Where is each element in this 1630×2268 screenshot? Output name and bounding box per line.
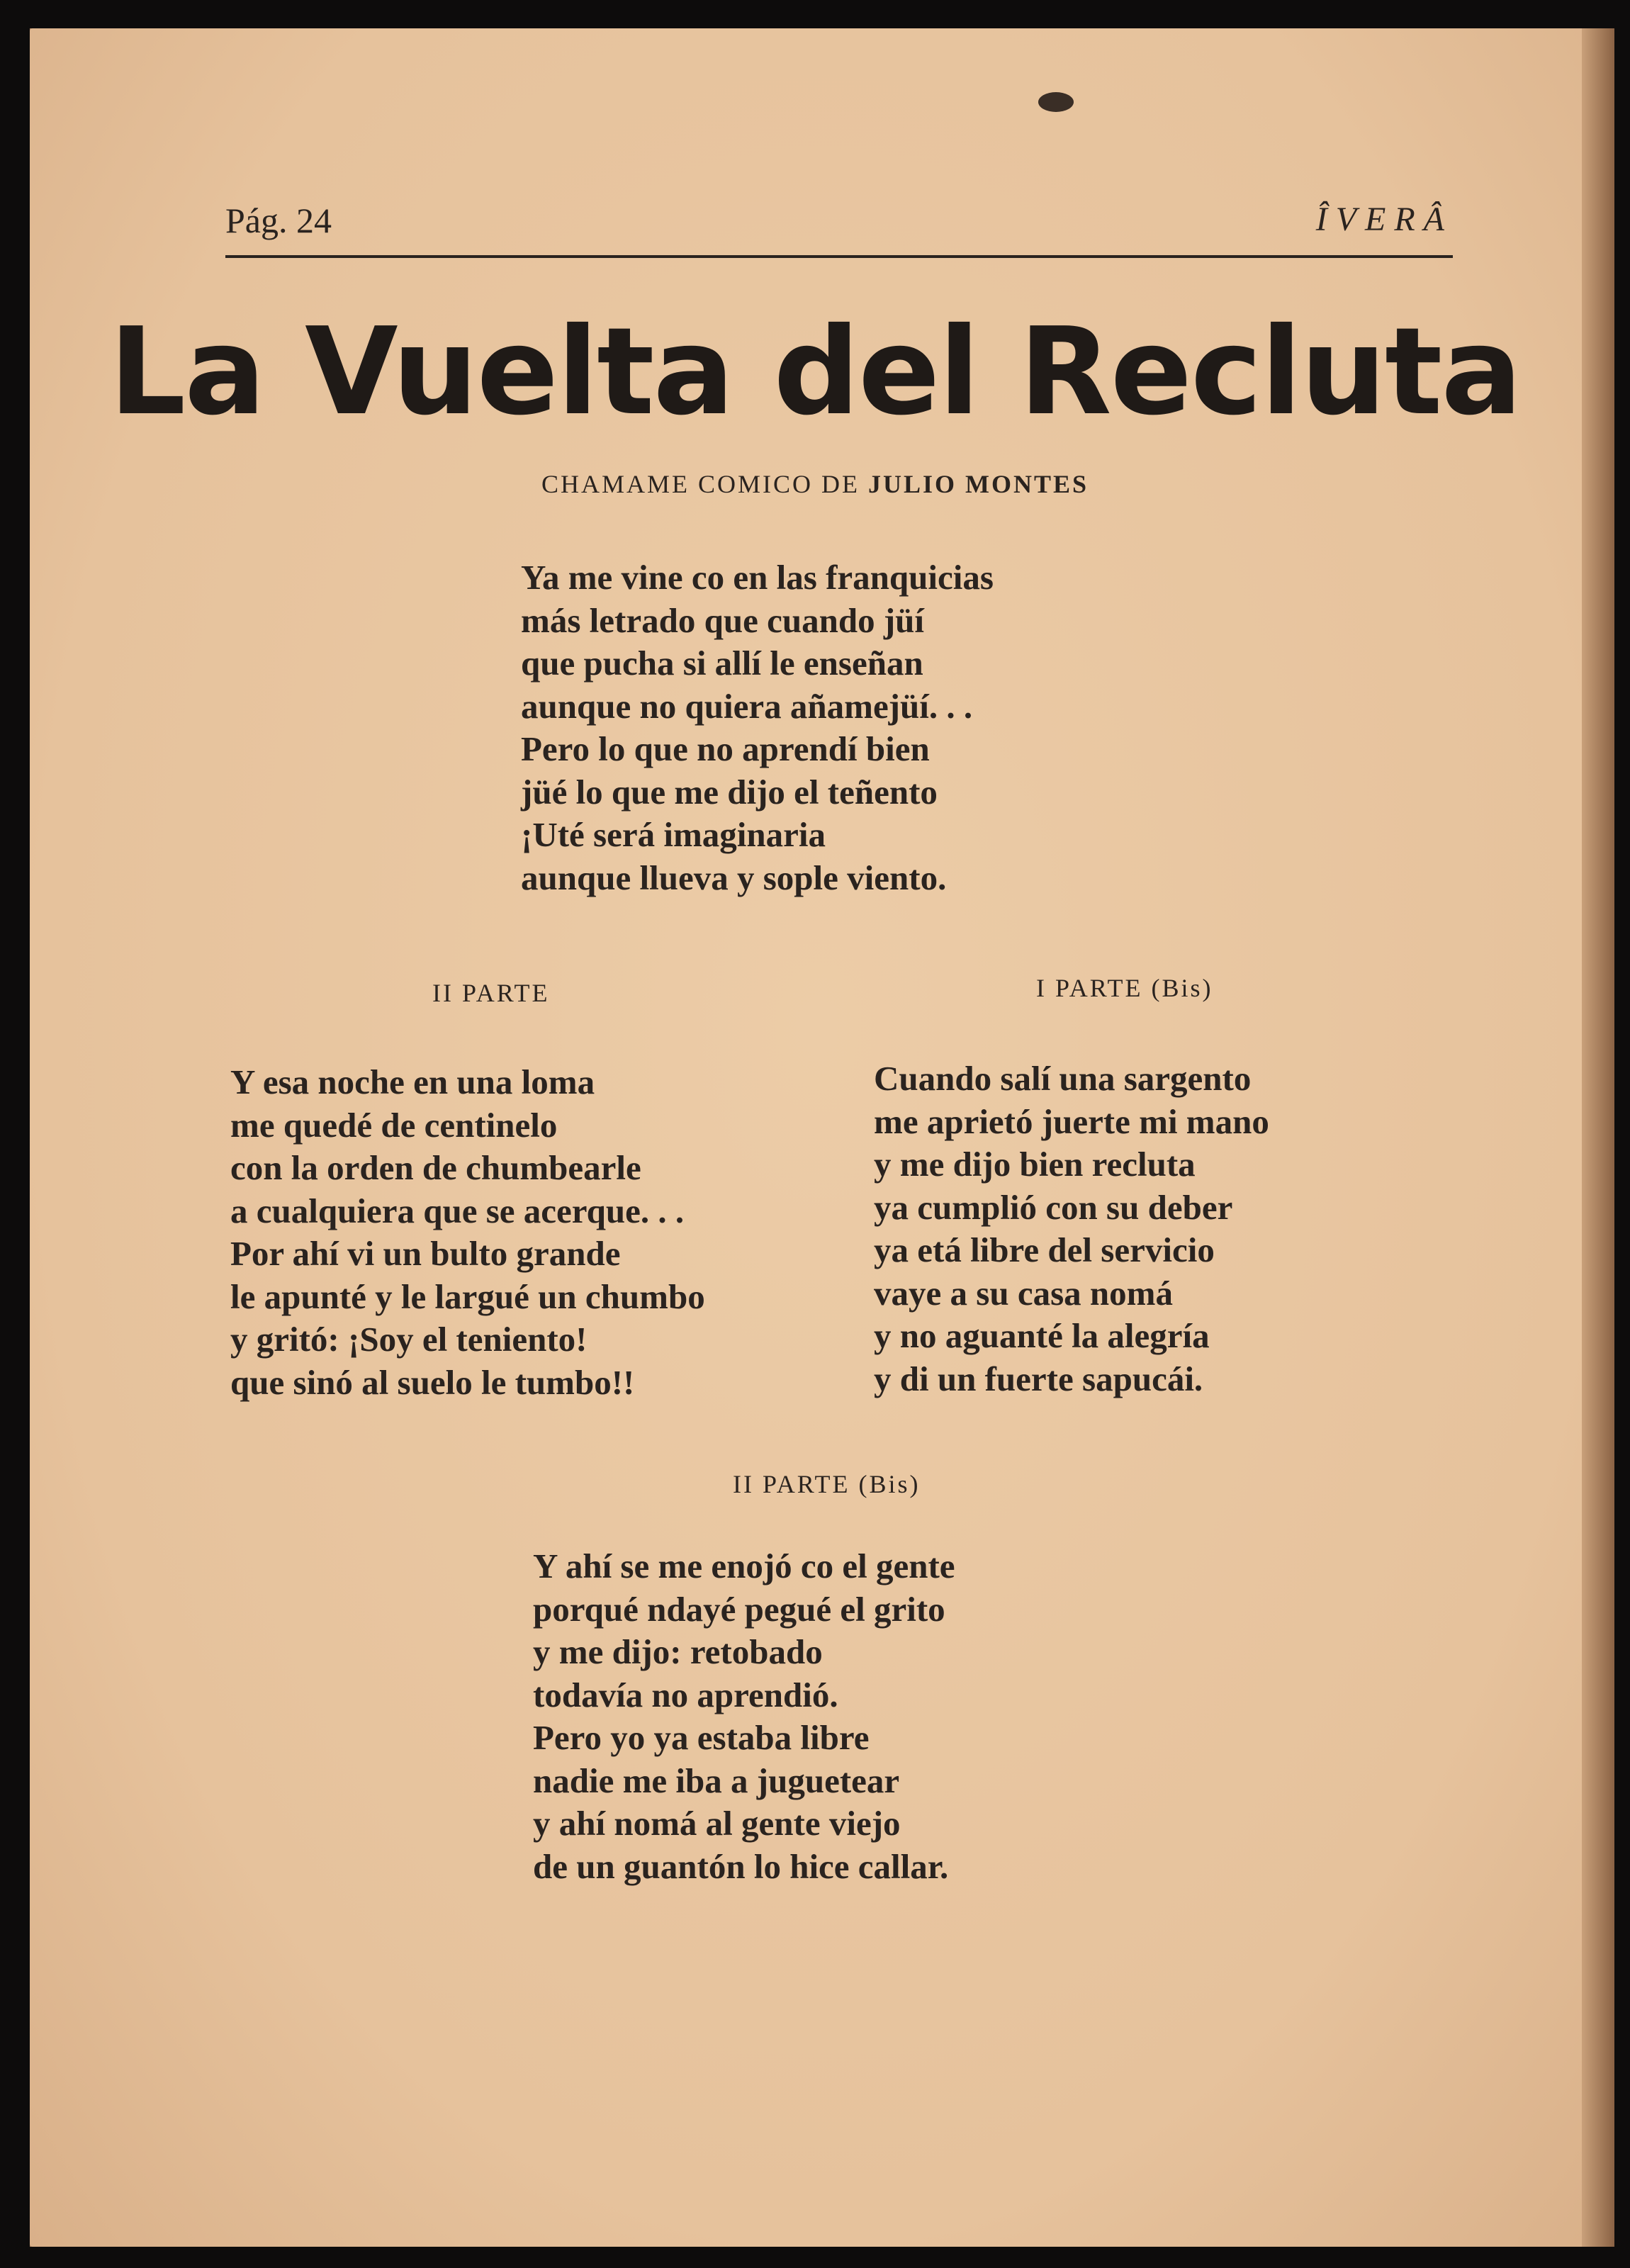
stanza-i-parte-bis xyxy=(874,1057,1269,1400)
verse-line: de un guantón lo hice callar. xyxy=(533,1846,949,1886)
verse-line: y ahí nomá al gente viejo xyxy=(533,1804,901,1843)
stanza-ii-parte-bis xyxy=(533,1545,955,1888)
verse-line: y no aguanté la alegría xyxy=(874,1316,1210,1355)
verse-line: a cualquiera que se acerque. . . xyxy=(230,1191,685,1230)
verse-line: nadie me iba a juguetear xyxy=(533,1761,900,1800)
verse-line: le apunté y le largué un chumbo xyxy=(230,1276,705,1316)
verse-line: y me dijo bien recluta xyxy=(874,1145,1196,1184)
verse-line: ya etá libre del servicio xyxy=(874,1230,1215,1269)
verse-line: Y ahí se me enojó co el gente xyxy=(533,1546,955,1585)
stanza-intro xyxy=(521,556,994,899)
verse-line: Pero lo que no aprendí bien xyxy=(521,729,930,768)
verse-line: aunque no quiera añamejüí. . . xyxy=(521,686,973,726)
subtitle-prefix: CHAMAME COMICO DE xyxy=(541,470,860,498)
section-heading-ii-parte: II PARTE xyxy=(432,979,550,1007)
verse-line: me quedé de centinelo xyxy=(230,1105,558,1145)
verse-line: y di un fuerte sapucái. xyxy=(874,1359,1203,1398)
verse-line: porqué ndayé pegué el grito xyxy=(533,1589,945,1629)
header-rule xyxy=(225,255,1453,258)
verse-line: Cuando salí una sargento xyxy=(874,1059,1252,1098)
verse-line: vaye a su casa nomá xyxy=(874,1273,1173,1313)
article-subtitle xyxy=(0,469,1630,499)
verse-line: aunque llueva y sople viento. xyxy=(521,858,947,897)
verse-line: me aprietó juerte mi mano xyxy=(874,1101,1269,1141)
verse-line: ya cumplió con su deber xyxy=(874,1187,1233,1227)
magazine-name: ÎVERÂ xyxy=(1315,201,1453,238)
ink-ornament xyxy=(1038,92,1074,112)
verse-line: Pero yo ya estaba libre xyxy=(533,1718,870,1757)
verse-line: que sinó al suelo le tumbo!! xyxy=(230,1362,635,1402)
section-heading-ii-parte-bis: II PARTE (Bis) xyxy=(733,1470,921,1498)
verse-line: Por ahí vi un bulto grande xyxy=(230,1234,621,1273)
page-number: Pág. 24 xyxy=(225,201,332,240)
verse-line: más letrado que cuando jüí xyxy=(521,600,925,640)
verse-line: que pucha si allí le enseñan xyxy=(521,644,923,683)
verse-line: y gritó: ¡Soy el teniento! xyxy=(230,1320,588,1359)
article-title: La Vuelta del Recluta xyxy=(108,302,1522,442)
verse-line: ¡Uté será imaginaria xyxy=(521,815,826,854)
verse-line: con la orden de chumbearle xyxy=(230,1148,641,1187)
author-name: JULIO MONTES xyxy=(867,470,1089,498)
section-heading-i-parte-bis: I PARTE (Bis) xyxy=(1036,974,1213,1002)
verse-line: Y esa noche en una loma xyxy=(230,1062,595,1101)
stanza-ii-parte xyxy=(230,1061,705,1404)
verse-line: y me dijo: retobado xyxy=(533,1632,823,1671)
verse-line: jüé lo que me dijo el teñento xyxy=(521,772,938,812)
verse-line: todavía no aprendió. xyxy=(533,1675,838,1714)
verse-line: Ya me vine co en las franquicias xyxy=(521,558,994,597)
